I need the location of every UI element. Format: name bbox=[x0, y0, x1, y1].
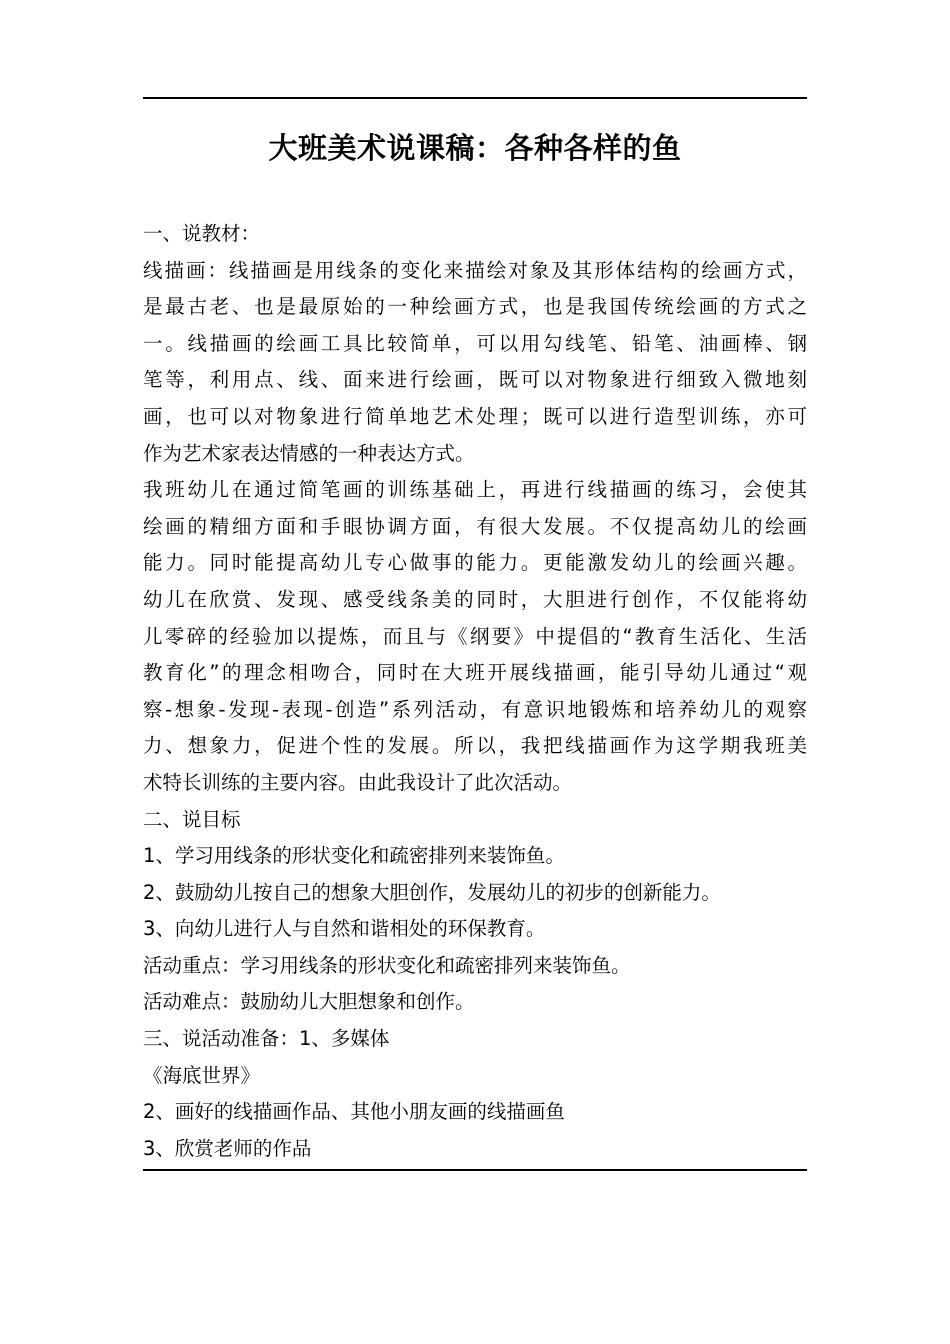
paragraph-line: 一、说教材： bbox=[143, 222, 261, 245]
paragraph-line: 幼儿在欣赏、发现、感受线条美的同时，大胆进行创作，不仅能将幼 bbox=[143, 587, 807, 611]
paragraph-line: 活动难点：鼓励幼儿大胆想象和创作。 bbox=[143, 990, 475, 1014]
paragraph-line: 一。线描画的绘画工具比较简单，可以用勾线笔、铅笔、油画棒、钢 bbox=[143, 331, 807, 355]
paragraph-line: 线描画：线描画是用线条的变化来描绘对象及其形体结构的绘画方式， bbox=[143, 258, 807, 282]
paragraph-line: 3、欣赏老师的作品 bbox=[143, 1136, 312, 1160]
paragraph-line: 活动重点：学习用线条的形状变化和疏密排列来装饰鱼。 bbox=[143, 953, 631, 977]
paragraph-line: 察-想象-发现-表现-创造”系列活动，有意识地锻炼和培养幼儿的观察 bbox=[143, 697, 807, 721]
paragraph-line: 3、向幼儿进行人与自然和谐相处的环保教育。 bbox=[143, 917, 546, 941]
paragraph-line: 作为艺术家表达情感的一种表达方式。 bbox=[143, 441, 475, 465]
paragraph-line: 二、说目标 bbox=[143, 807, 241, 831]
paragraph-line: 绘画的精细方面和手眼协调方面，有很大发展。不仅提高幼儿的绘画 bbox=[143, 514, 807, 538]
paragraph-line: 我班幼儿在通过简笔画的训练基础上，再进行线描画的练习，会使其 bbox=[143, 478, 807, 502]
document-title: 大班美术说课稿：各种各样的鱼 bbox=[268, 131, 682, 165]
paragraph-line: 画，也可以对物象进行简单地艺术处理；既可以进行造型训练，亦可 bbox=[143, 404, 807, 428]
paragraph-line: 1、学习用线条的形状变化和疏密排列来装饰鱼。 bbox=[143, 844, 565, 868]
paragraph-line: 《海底世界》 bbox=[143, 1063, 261, 1087]
bottom-rule bbox=[143, 1169, 807, 1171]
paragraph-line: 2、画好的线描画作品、其他小朋友画的线描画鱼 bbox=[143, 1100, 565, 1124]
paragraph-line: 三、说活动准备：1、多媒体 bbox=[143, 1027, 390, 1051]
paragraph-line: 儿零碎的经验加以提炼，而且与《纲要》中提倡的“教育生活化、生活 bbox=[143, 624, 807, 648]
document-body bbox=[143, 216, 807, 1167]
paragraph-line: 笔等，利用点、线、面来进行绘画，既可以对物象进行细致入微地刻 bbox=[143, 368, 807, 392]
paragraph-line: 力、想象力，促进个性的发展。所以，我把线描画作为这学期我班美 bbox=[143, 734, 807, 758]
top-rule bbox=[143, 97, 807, 99]
paragraph-line: 能力。同时能提高幼儿专心做事的能力。更能激发幼儿的绘画兴趣。 bbox=[143, 551, 807, 575]
paragraph-line: 2、鼓励幼儿按自己的想象大胆创作，发展幼儿的初步的创新能力。 bbox=[143, 880, 721, 904]
paragraph-line: 术特长训练的主要内容。由此我设计了此次活动。 bbox=[143, 770, 573, 794]
paragraph-line: 教育化”的理念相吻合，同时在大班开展线描画，能引导幼儿通过“观 bbox=[143, 661, 807, 685]
paragraph-line: 是最古老、也是最原始的一种绘画方式，也是我国传统绘画的方式之 bbox=[143, 295, 807, 319]
